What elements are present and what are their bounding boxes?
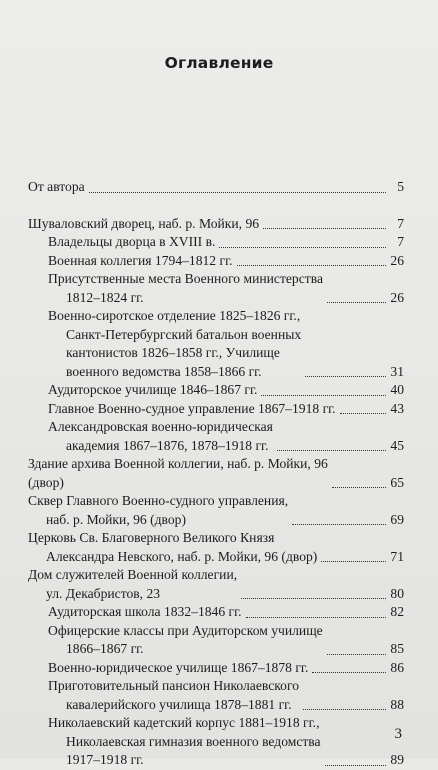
dot-leader xyxy=(241,598,386,599)
toc-entry-line: Военная коллегия 1794–1812 гг. xyxy=(48,252,233,268)
toc-entry-title xyxy=(48,400,336,419)
toc-entry xyxy=(28,659,404,678)
dot-leader xyxy=(89,192,386,193)
toc-entry-page: 43 xyxy=(390,400,404,416)
toc-entry xyxy=(28,400,404,419)
toc-entry-page: 86 xyxy=(390,659,404,675)
toc-entry-title xyxy=(48,603,242,622)
toc-entry xyxy=(28,270,404,307)
toc-entry xyxy=(28,307,404,381)
dot-leader xyxy=(292,524,386,525)
toc-entry-line: Александра Невского, наб. р. Мойки, 96 (двор) xyxy=(46,548,318,564)
dot-leader xyxy=(277,450,386,451)
toc-entry-page: 65 xyxy=(390,474,404,490)
toc-entry-line: ул. Декабристов, 23 xyxy=(46,585,161,601)
toc-entry-page: 40 xyxy=(390,382,404,397)
toc-entry xyxy=(28,455,404,492)
toc-entry-line: кавалерийского училища 1878–1881 гг. xyxy=(66,696,292,712)
dot-leader xyxy=(327,654,386,655)
dot-leader xyxy=(237,265,386,266)
dot-leader xyxy=(303,709,386,710)
toc-entry-line: Шуваловский дворец, наб. р. Мойки, 96 xyxy=(28,215,260,231)
toc-entry-page: 85 xyxy=(390,641,404,656)
dot-leader xyxy=(321,561,386,562)
toc-entry-title xyxy=(48,659,308,678)
dot-leader xyxy=(327,302,386,303)
toc-entry-page: 7 xyxy=(397,215,404,231)
toc-entry-page: 88 xyxy=(390,696,404,712)
dot-leader xyxy=(325,765,386,766)
toc-entry-line: академия 1867–1876, 1878–1918 гг. xyxy=(66,437,269,453)
toc-entry-line: (двор) xyxy=(28,474,64,490)
toc-entry-line: Военно-юридическое училище 1867–1878 гг. xyxy=(48,659,309,675)
toc-entry-page: 45 xyxy=(390,437,404,453)
toc-entry-title xyxy=(48,418,273,455)
toc-entry-line: Офицерские классы при Аудиторском училище xyxy=(48,622,323,638)
toc-entry xyxy=(28,529,404,566)
toc-entry-title xyxy=(48,677,299,714)
toc-entry-title xyxy=(28,178,85,197)
dot-leader xyxy=(261,395,386,396)
toc-entry-line: Аудиторское училище 1846–1867 гг. xyxy=(48,382,258,397)
toc-entry-line: Николаевская гимназия военного ведомства xyxy=(66,733,321,749)
toc-entry-title xyxy=(48,381,257,400)
toc-entry-page: 82 xyxy=(390,604,404,619)
toc-entry-page: 71 xyxy=(390,548,404,564)
toc-entry-line: Владельцы дворца в XVIII в. xyxy=(48,234,216,249)
toc-entry-title xyxy=(28,215,259,234)
toc-entry xyxy=(28,677,404,714)
toc-entry-title xyxy=(48,252,233,271)
dot-leader xyxy=(246,617,386,618)
toc-entry-line: Здание архива Военной коллегии, наб. р. Мойки, 96 xyxy=(28,456,328,471)
page-title: Оглавление xyxy=(164,54,274,72)
toc-entry-title xyxy=(28,492,288,529)
toc-entry-line: 1917–1918 гг. xyxy=(66,752,144,767)
toc-entry-line: кантонистов 1826–1858 гг., Училище xyxy=(66,345,280,360)
toc-entry xyxy=(28,252,404,271)
toc-entry-line: Военно-сиротское отделение 1825–1826 гг., xyxy=(48,308,301,323)
toc-entry xyxy=(28,233,404,252)
page-number: 3 xyxy=(394,726,402,742)
toc-entry-line: Николаевский кадетский корпус 1881–1918 гг., xyxy=(48,715,320,730)
toc-entry xyxy=(28,418,404,455)
toc-entry-line: 1812–1824 гг. xyxy=(66,289,144,305)
toc-entry-page: 7 xyxy=(397,234,404,249)
toc-entry-line: военного ведомства 1858–1866 гг. xyxy=(66,363,262,379)
toc-entry-line: Сквер Главного Военно-судного управления, xyxy=(28,493,289,508)
dot-leader xyxy=(305,376,386,377)
toc-entry xyxy=(28,381,404,400)
toc-entry-title xyxy=(48,270,323,307)
toc-entry-line: Аудиторская школа 1832–1846 гг. xyxy=(48,604,242,619)
toc-entry-line: Санкт-Петербургский батальон военных xyxy=(66,326,302,342)
toc-entry xyxy=(28,566,404,603)
toc-entry-line: наб. р. Мойки, 96 (двор) xyxy=(46,511,186,527)
toc-entry-page: 26 xyxy=(390,252,404,268)
dot-leader xyxy=(219,247,386,248)
dot-leader xyxy=(332,487,386,488)
toc-entry xyxy=(28,622,404,659)
toc-entry-line: Александровская военно-юридическая xyxy=(48,419,273,434)
toc-entry-line: 1866–1867 гг. xyxy=(66,641,144,656)
toc-entry xyxy=(28,215,404,234)
toc-entry-page: 69 xyxy=(390,511,404,527)
table-of-contents xyxy=(28,178,404,770)
toc-entry-title xyxy=(48,233,215,252)
toc-entry xyxy=(28,603,404,622)
toc-entry xyxy=(28,714,404,770)
toc-entry-page: 5 xyxy=(397,179,404,194)
toc-entry-line: Дом служителей Военной коллегии, xyxy=(28,567,238,582)
toc-entry-line: Церковь Св. Благоверного Великого Князя xyxy=(28,530,275,545)
dot-leader xyxy=(263,228,386,229)
toc-entry xyxy=(28,178,404,197)
toc-entry-line: Главное Военно-судное управление 1867–1918 гг. xyxy=(48,400,336,416)
toc-entry-line: Приготовительный пансион Николаевского xyxy=(48,678,299,693)
toc-entry-title xyxy=(28,529,317,566)
toc-entry-page: 31 xyxy=(390,363,404,379)
toc-entry-title xyxy=(48,622,323,659)
toc-entry-title xyxy=(28,566,237,603)
toc-entry xyxy=(28,492,404,529)
toc-entry-line: Присутственные места Военного министерства xyxy=(48,271,323,286)
toc-entry-page: 26 xyxy=(390,289,404,305)
toc-entry-title xyxy=(28,455,328,492)
toc-entry-page: 89 xyxy=(390,752,404,767)
toc-entry-page: 80 xyxy=(390,585,404,601)
toc-entry-title xyxy=(48,714,321,770)
toc-entry-title xyxy=(48,307,301,381)
toc-entry-line: От автора xyxy=(28,179,85,194)
dot-leader xyxy=(340,413,386,414)
dot-leader xyxy=(312,672,386,673)
